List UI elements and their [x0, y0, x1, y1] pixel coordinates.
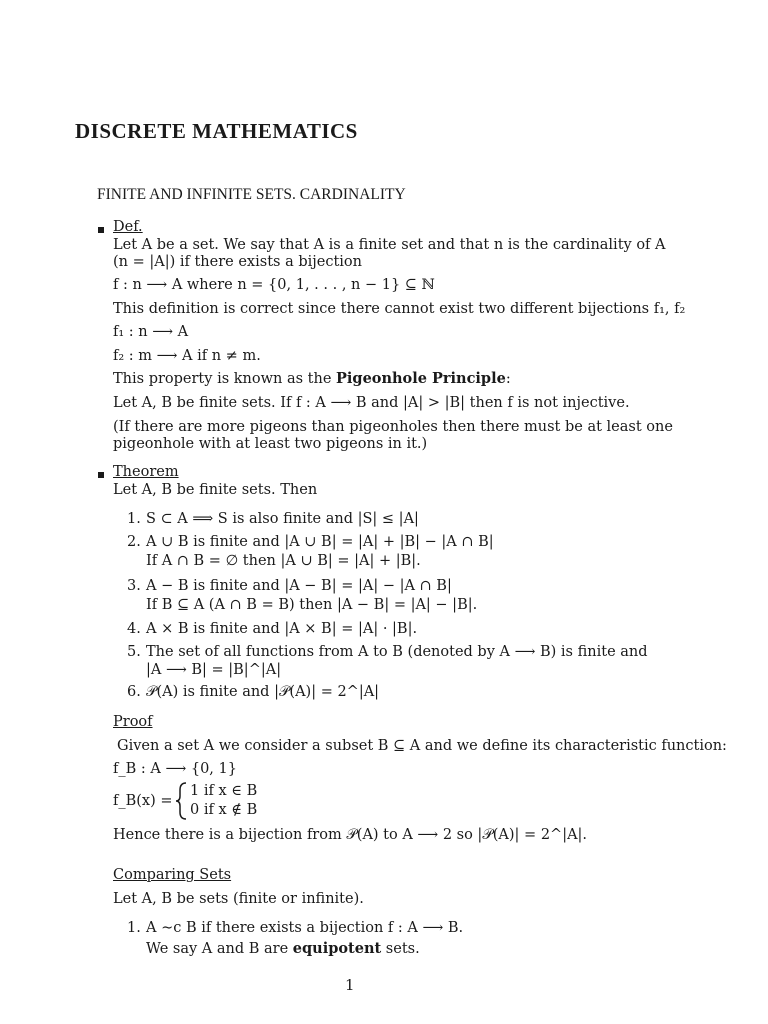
equipotent-prefix: We say A and B are — [146, 941, 293, 957]
list-number: 1. — [127, 511, 141, 527]
list-number: 5. — [127, 644, 141, 660]
list-number: 4. — [127, 621, 141, 637]
case-line: 0 if x ∉ B — [190, 802, 258, 818]
theorem-item-line: S ⊂ A ⟹ S is also finite and |S| ≤ |A| — [146, 511, 419, 527]
definition-line: (n = |A|) if there exists a bijection — [113, 254, 362, 270]
theorem-item-line: |A ⟶ B| = |B|^|A| — [146, 662, 282, 678]
equipotent-suffix: sets. — [381, 941, 420, 957]
section-heading: FINITE AND INFINITE SETS. CARDINALITY — [97, 186, 406, 203]
theorem-item-line: If B ⊆ A (A ∩ B = B) then |A − B| = |A| − |B|. — [146, 597, 478, 613]
theorem-item-line: A ∪ B is finite and |A ∪ B| = |A| + |B| − |A ∩ B| — [146, 534, 494, 550]
bullet-definition — [98, 227, 104, 233]
definition-line: Let A be a set. We say that A is a finite set and that n is the cardinality of A — [113, 237, 666, 253]
equipotent-line — [146, 940, 420, 958]
case-line: 1 if x ∈ B — [190, 783, 258, 799]
definition-heading: Def. — [113, 219, 143, 235]
list-number: 6. — [127, 684, 141, 700]
page-number: 1 — [345, 976, 355, 994]
theorem-intro: Let A, B be finite sets. Then — [113, 482, 318, 498]
theorem-item-line: A − B is finite and |A − B| = |A| − |A ∩ B| — [146, 578, 452, 594]
comparing-item-line: A ∼c B if there exists a bijection f : A ⟶ B. — [146, 920, 464, 936]
comparing-intro: Let A, B be sets (finite or infinite). — [113, 891, 364, 907]
pigeonhole-intro: This property is known as the — [113, 371, 337, 387]
pigeonhole-statement — [113, 370, 511, 388]
pigeonhole-line: pigeonhole with at least two pigeons in it.) — [113, 436, 428, 452]
characteristic-function-label: f_B(x) = — [113, 793, 173, 809]
proof-heading: Proof — [113, 714, 153, 730]
bullet-theorem — [98, 472, 104, 478]
left-brace — [174, 781, 190, 821]
proof-conclusion: Hence there is a bijection from 𝒫(A) to A ⟶ 2 so |𝒫(A)| = 2^|A|. — [113, 827, 588, 843]
pigeonhole-line: (If there are more pigeons than pigeonholes then there must be at least one — [113, 419, 673, 435]
list-number: 3. — [127, 578, 141, 594]
definition-line: f : n ⟶ A where n = {0, 1, . . . , n − 1} ⊆ ℕ — [113, 277, 435, 293]
theorem-item-line: The set of all functions from A to B (denoted by A ⟶ B) is finite and — [146, 644, 648, 660]
theorem-item-line: A × B is finite and |A × B| = |A| · |B|. — [146, 621, 418, 637]
list-number: 2. — [127, 534, 141, 550]
theorem-heading: Theorem — [113, 464, 179, 480]
proof-line: f_B : A ⟶ {0, 1} — [113, 761, 237, 777]
theorem-item-line: 𝒫(A) is finite and |𝒫(A)| = 2^|A| — [146, 684, 380, 700]
pigeonhole-colon: : — [505, 371, 511, 387]
definition-line: f₂ : m ⟶ A if n ≠ m. — [113, 348, 261, 364]
theorem-item-line: If A ∩ B = ∅ then |A ∪ B| = |A| + |B|. — [146, 553, 421, 569]
list-number: 1. — [127, 920, 141, 936]
definition-line: f₁ : n ⟶ A — [113, 324, 189, 340]
definition-line: This definition is correct since there cannot exist two different bijections f₁, f₂ — [113, 301, 686, 317]
equipotent-term: equipotent — [292, 940, 382, 957]
proof-line: Given a set A we consider a subset B ⊆ A and we define its characteristic function: — [117, 738, 727, 754]
page-title: DISCRETE MATHEMATICS — [75, 119, 358, 143]
pigeonhole-line: Let A, B be finite sets. If f : A ⟶ B and |A| > |B| then f is not injective. — [113, 395, 630, 411]
pigeonhole-principle-term: Pigeonhole Principle — [336, 370, 506, 387]
comparing-sets-heading: Comparing Sets — [113, 867, 232, 883]
